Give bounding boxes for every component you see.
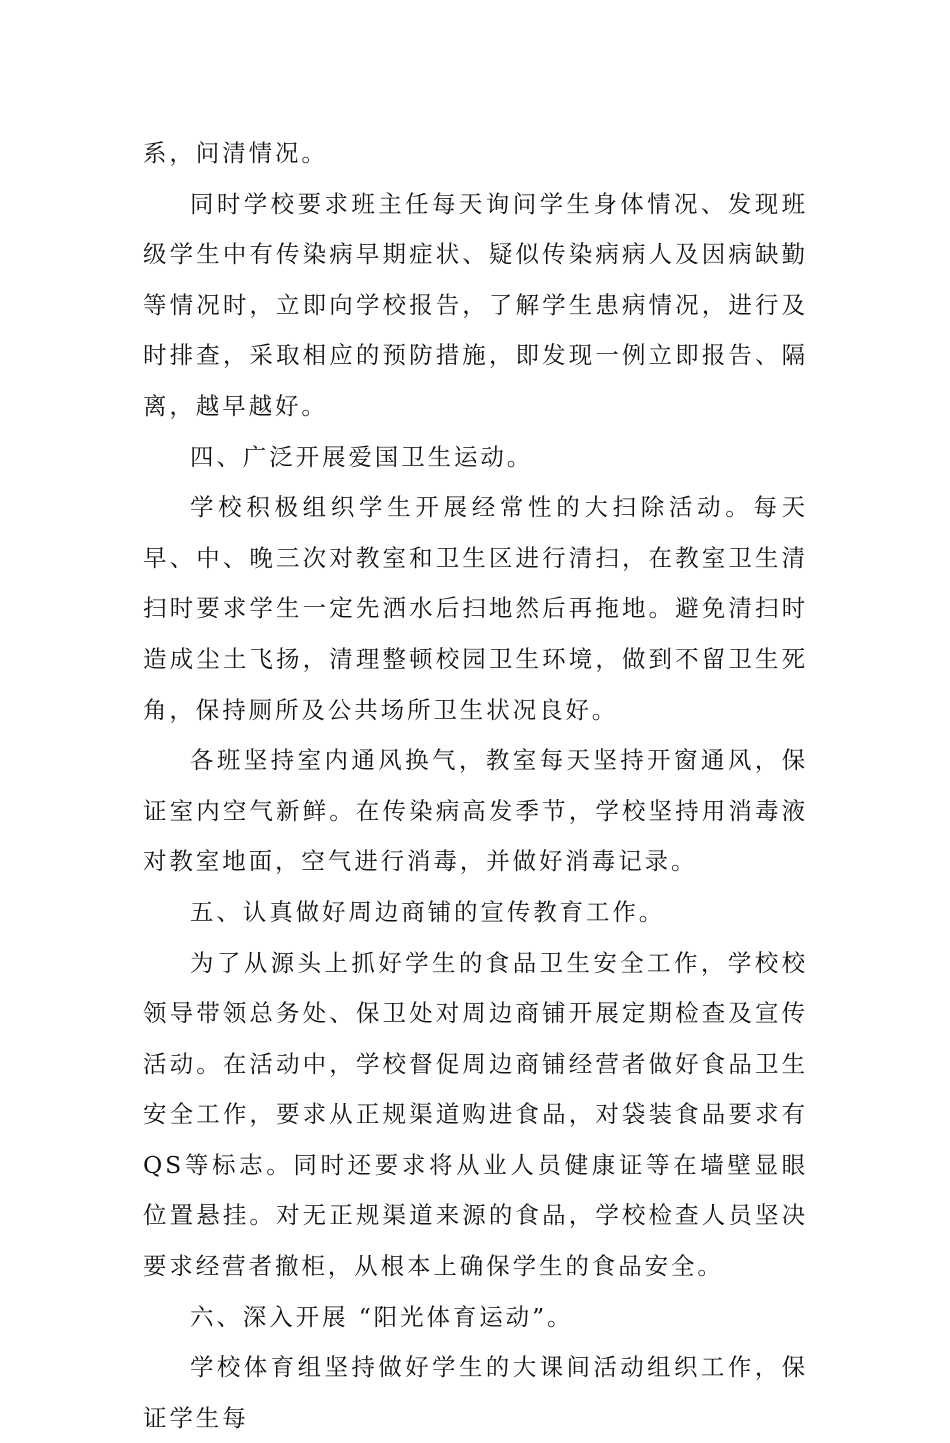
paragraph-cleaning-activities: 学校积极组织学生开展经常性的大扫除活动。每天早、中、晚三次对教室和卫生区进行清扫，在教室卫生清扫时要求学生一定先洒水后扫地然后再拖地。避免清扫时造成尘土飞扬，清理整顿校园卫生环境，做到不留卫生死角，保持厕所及公共场所卫生状况良好。 [143, 493, 808, 724]
heading-section-5: 五、认真做好周边商铺的宣传教育工作。 [190, 897, 666, 926]
paragraph-continuation: 系，问清情况。 [143, 139, 328, 167]
paragraph-sports: 学校体育组坚持做好学生的大课间活动组织工作，保证学生每 [143, 1353, 808, 1432]
heading-section-6: 六、深入开展 “阳光体育运动”。 [190, 1302, 574, 1331]
heading-section-4: 四、广泛开展爱国卫生运动。 [190, 442, 534, 471]
paragraph-class-teacher-report: 同时学校要求班主任每天询问学生身体情况、发现班级学生中有传染病早期症状、疑似传染病病人及因病缺勤等情况时，立即向学校报告，了解学生患病情况，进行及时排查，采取相应的预防措施，即发现一例立即报告、隔离，越早越好。 [143, 189, 808, 420]
paragraph-food-safety: 为了从源头上抓好学生的食品卫生安全工作，学校校领导带领总务处、保卫处对周边商铺开展定期检查及宣传活动。在活动中，学校督促周边商铺经营者做好食品卫生安全工作，要求从正规渠道购进食品，对袋装食品要求有QS等标志。同时还要求将从业人员健康证等在墙壁显眼位置悬挂。对无正规渠道来源的食品，学校检查人员坚决要求经营者撤柜，从根本上确保学生的食品安全。 [143, 948, 808, 1281]
document-body [143, 128, 808, 1443]
paragraph-ventilation: 各班坚持室内通风换气，教室每天坚持开窗通风，保证室内空气新鲜。在传染病高发季节，学校坚持用消毒液对教室地面，空气进行消毒，并做好消毒记录。 [143, 746, 808, 876]
